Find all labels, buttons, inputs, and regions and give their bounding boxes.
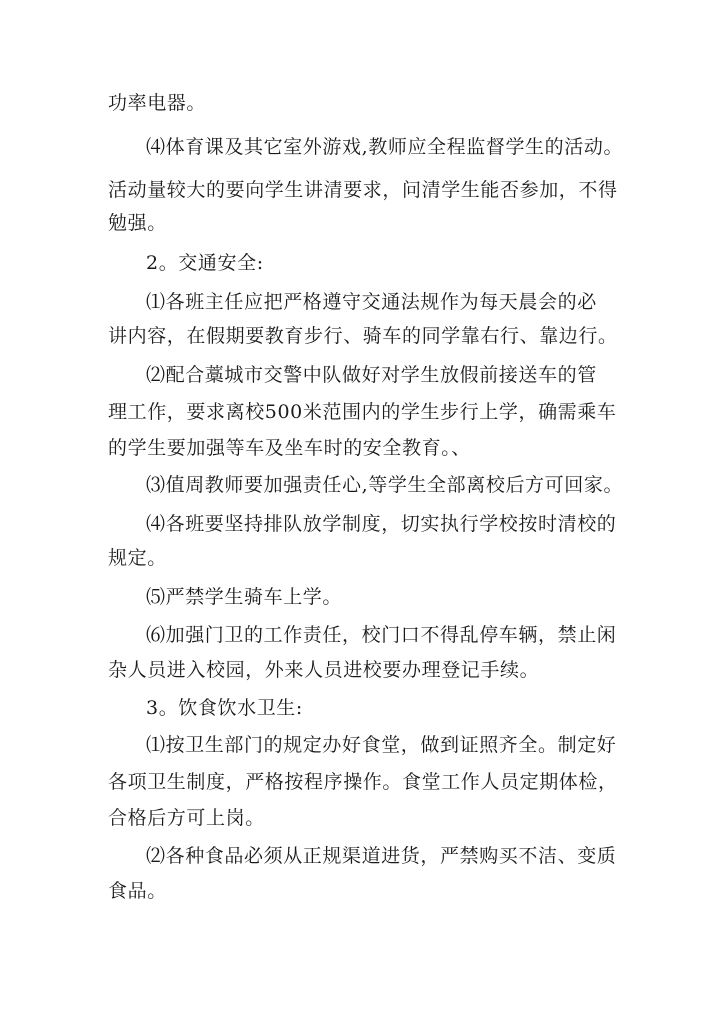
text-line: 活动量较大的要向学生讲清要求，问清学生能否参加，不得	[108, 179, 618, 201]
text-line: ⑹加强门卫的工作责任，校门口不得乱停车辆，禁止闲	[146, 624, 617, 646]
text-line: ⑵各种食品必须从正规渠道进货，严禁购买不洁、变质	[146, 845, 617, 867]
text-line: ⑸严禁学生骑车上学。	[146, 586, 343, 608]
text-line: 合格后方可上岗。	[108, 807, 265, 829]
text-line: ⑷体育课及其它室外游戏,教师应全程监督学生的活动。	[146, 136, 624, 158]
text-line: 理工作，要求离校500米范围内的学生步行上学，确需乘车	[108, 401, 617, 423]
text-line: 勉强。	[108, 212, 167, 234]
text-line: ⑷各班要坚持排队放学制度，切实执行学校按时清校的	[146, 513, 617, 535]
text-line: ⑶值周教师要加强责任心,等学生全部离校后方可回家。	[146, 474, 624, 496]
text-line: 食品。	[108, 880, 167, 902]
text-line: ⑵配合藁城市交警中队做好对学生放假前接送车的管	[146, 364, 597, 386]
text-line: 2。交通安全:	[146, 252, 264, 274]
text-line: 功率电器。	[108, 92, 207, 114]
text-line: 各项卫生制度，严格按程序操作。食堂工作人员定期体检，	[108, 771, 618, 793]
text-line: ⑴按卫生部门的规定办好食堂，做到证照齐全。制定好	[146, 734, 617, 756]
text-line: 杂人员进入校园，外来人员进校要办理登记手续。	[108, 659, 540, 681]
text-line: 3。饮食饮水卫生:	[146, 697, 303, 719]
text-line: ⑴各班主任应把严格遵守交通法规作为每天晨会的必	[146, 291, 597, 313]
text-line: 讲内容，在假期要教育步行、骑车的同学靠右行、靠边行。	[108, 325, 618, 347]
text-line: 的学生要加强等车及坐车时的安全教育。、	[108, 437, 471, 459]
text-line: 规定。	[108, 547, 167, 569]
